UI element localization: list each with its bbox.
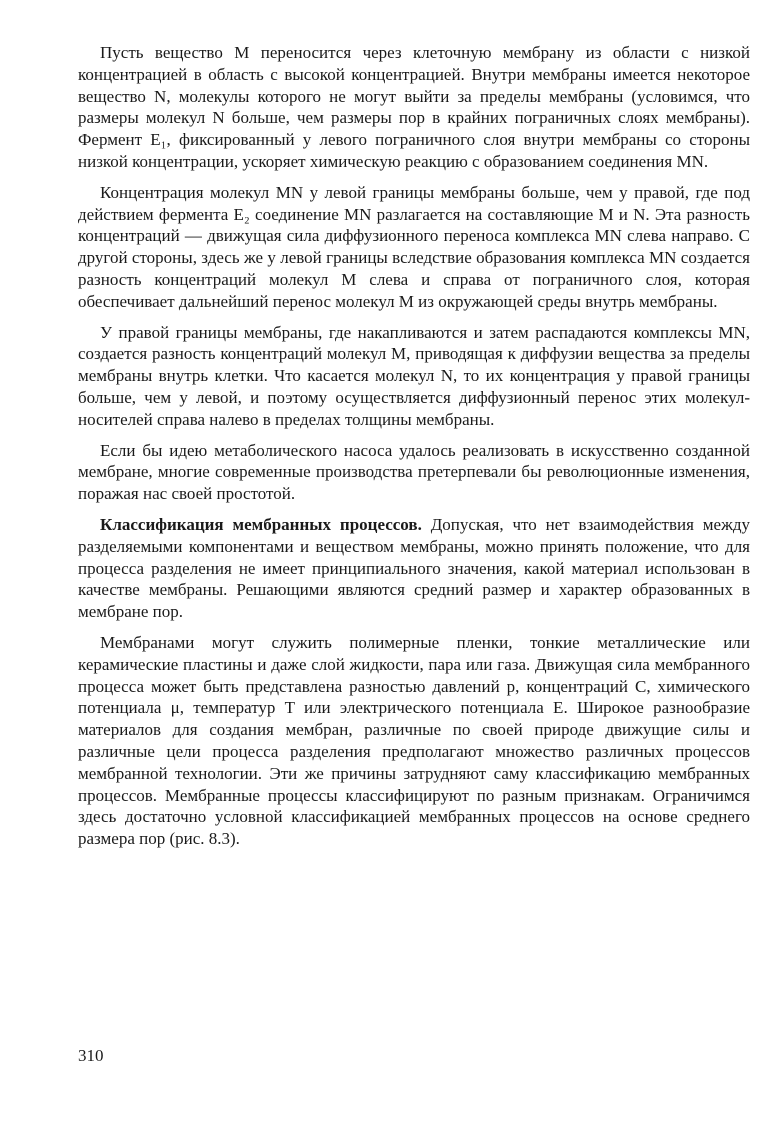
paragraph-metabolic-pump-intro [78,42,750,173]
section-heading-inline: Классификация мембранных процессов. [100,514,422,534]
paragraph-text: Мембранами могут служить полимерные пленки, тонкие металлические или керамические пластины и даже слой жидкости, пара или газа. Движущая сила мембранного процесса может быть представлена разностью давлений p, концентраций C, химического потенциала μ, температур T или электрического потенциала E. Широкое разнообразие материалов для создания мембран, различные по своей природе движущие силы и различные цели процесса разделения предполагают множество различных процессов мембранной технологии. Эти же причины затрудняют саму классификацию мембранных процессов. Мембранные процессы классифицируют по разным признакам. Ограничимся здесь достаточно условной классификацией мембранных процессов на основе среднего размера пор (рис. 8.3). [78,632,750,849]
paragraph-classification [78,514,750,623]
paragraph-artificial-membrane [78,440,750,505]
paragraph-text: Допуская, что нет взаимодействия между разделяемыми компонентами и веществом мембраны, можно принять положение, что для процесса разделения не имеет принципиального значения, какой материал использован в качестве мембраны. Решающими являются средний размер и характер образованных в мембране пор. [78,514,750,622]
paragraph-text: Концентрация молекул MN у левой границы мембраны больше, чем у правой, где под действием фермента E₂ соединение MN разлагается на составляющие M и N. Эта разность концентраций — движущая сила диффузионного переноса комплекса MN слева направо. С другой стороны, здесь же у левой границы вследствие образования комплекса MN создается разность концентраций молекул M слева и справа от пограничного слоя, которая обеспечивает дальнейший перенос молекул M из окружающей среды внутрь мембраны. [78,182,750,311]
paragraph-text: У правой границы мембраны, где накапливаются и затем распадаются комплексы MN, создается разность концентраций молекул M, приводящая к диффузии вещества за пределы мембраны внутрь клетки. Что касается молекул N, то их концентрация у правой границы больше, чем у левой, и поэтому осуществляется диффузионный перенос этих молекул-носителей справа налево в пределах толщины мембраны. [78,322,750,429]
paragraph-right-boundary [78,322,750,431]
paragraph-membrane-materials [78,632,750,850]
paragraph-text: Если бы идею метаболического насоса удалось реализовать в искусственно созданной мембране, многие современные производства претерпевали бы революционные изменения, поражая нас своей простотой. [78,440,750,504]
paragraph-text: Пусть вещество M переносится через клеточную мембрану из области с низкой концентрацией в область с высокой концентрацией. Внутри мембраны имеется некоторое вещество N, молекулы которого не могут выйти за пределы мембраны (условимся, что размеры молекул N больше, чем размеры пор в крайних пограничных слоях мембраны). Фермент E₁, фиксированный у левого пограничного слоя внутри мембраны со стороны низкой концентрации, ускоряет химическую реакцию с образованием соединения MN. [78,43,750,171]
paragraph-mn-concentration [78,182,750,313]
page-number: 310 [78,1046,104,1065]
page-body [78,42,750,859]
